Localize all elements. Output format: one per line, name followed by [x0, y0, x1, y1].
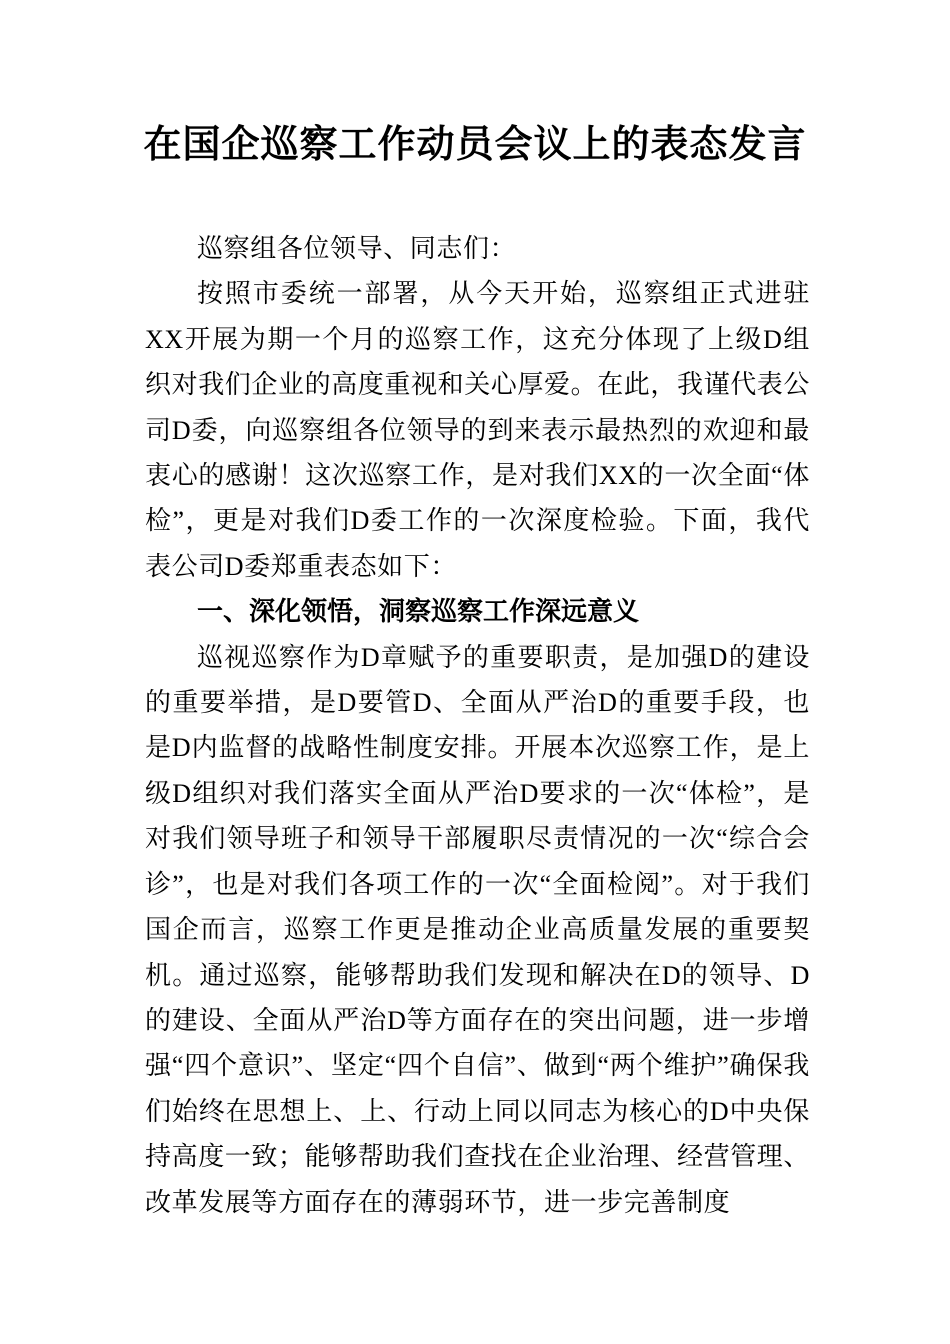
section-1-paragraph: 巡视巡察作为D章赋予的重要职责，是加强D的建设的重要举措，是D要管D、全面从严治D的重要手段，也是D内监督的战略性制度安排。开展本次巡察工作，是上级D组织对我们落实全面从严治D要求的一次“体检”，是对我们领导班子和领导干部履职尽责情况的一次“综合会诊”，也是对我们各项工作的一次“全面检阅”。对于我们国企而言，巡察工作更是推动企业高质量发展的重要契机。通过巡察，能够帮助我们发现和解决在D的领导、D的建设、全面从严治D等方面存在的突出问题，进一步增强“四个意识”、坚定“四个自信”、做到“两个维护”确保我们始终在思想上、上、行动上同以同志为核心的D中央保持高度一致；能够帮助我们查找在企业治理、经营管理、改革发展等方面存在的薄弱环节，进一步完善制度 [145, 642, 811, 1217]
salutation-paragraph: 巡察组各位领导、同志们： [197, 234, 517, 263]
opening-paragraph: 按照市委统一部署，从今天开始，巡察组正式进驻XX开展为期一个月的巡察工作，这充分体现了上级D组织对我们企业的高度重视和关心厚爱。在此，我谨代表公司D委，向巡察组各位领导的到来表示最热烈的欢迎和最衷心的感谢！这次巡察工作，是对我们XX的一次全面“体检”，更是对我们D委工作的一次深度检验。下面，我代表公司D委郑重表态如下： [145, 279, 811, 581]
section-heading-1: 一、深化领悟，洞察巡察工作深远意义 [197, 596, 640, 627]
document-body [145, 226, 810, 1225]
document-title: 在国企巡察工作动员会议上的表态发言 [143, 124, 807, 166]
